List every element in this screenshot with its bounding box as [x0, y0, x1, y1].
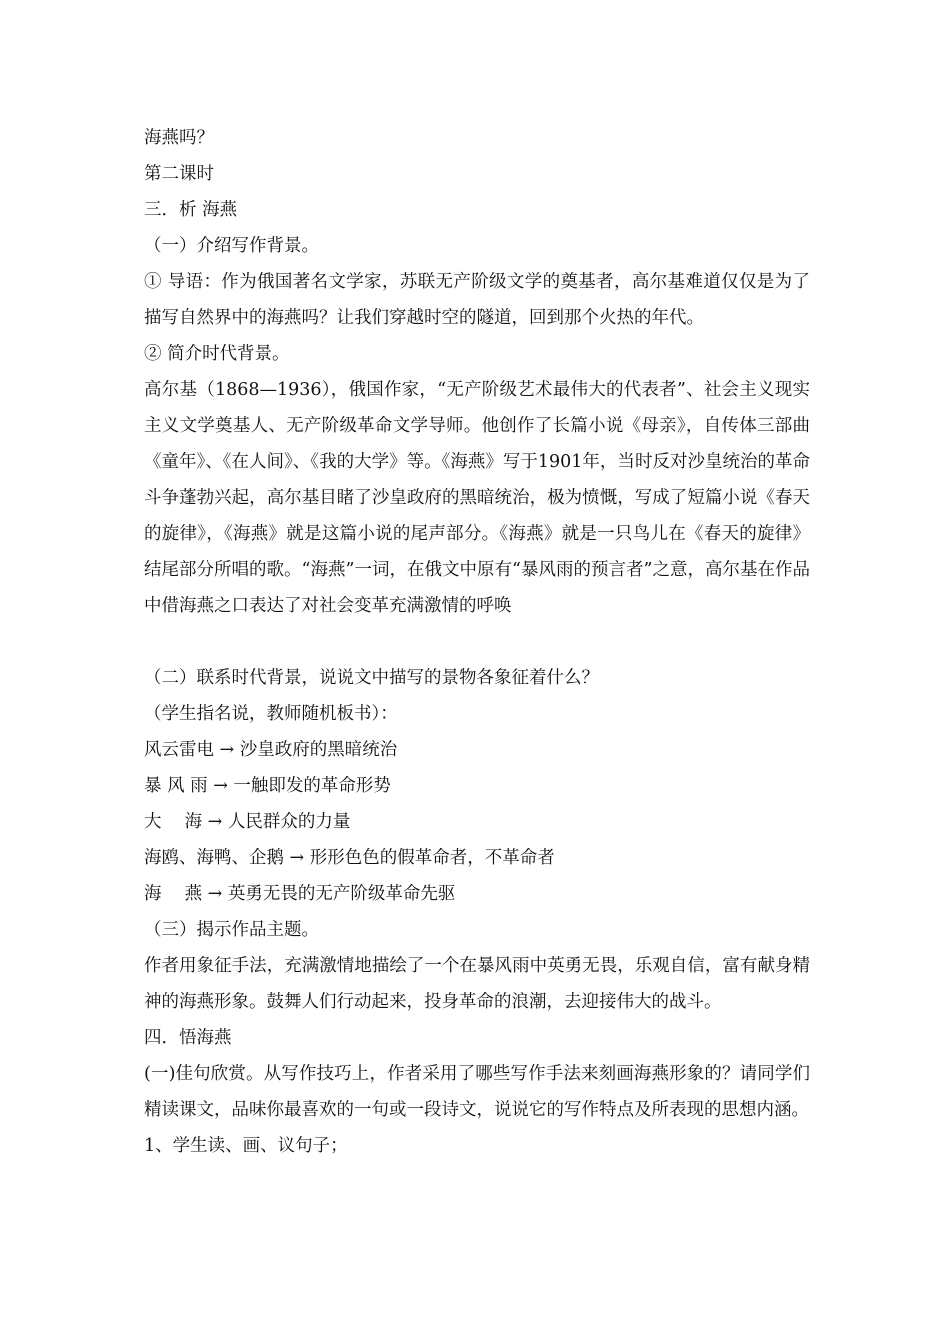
symbol-row: 风云雷电 → 沙皇政府的黑暗统治: [144, 740, 398, 760]
subsection-heading: （一）介绍写作背景。: [144, 236, 319, 256]
text-line: 海燕吗？: [144, 128, 214, 148]
subsection-heading: ② 简介时代背景。: [144, 344, 290, 364]
symbol-row: 海 燕 → 英勇无畏的无产阶级革命先驱: [144, 884, 456, 904]
appreciation-paragraph: (一)佳句欣赏。从写作技巧上，作者采用了哪些写作手法来刻画海燕形象的？请同学们精读课文，品味你最喜欢的一句或一段诗文，说说它的写作特点及所表现的思想内涵。: [144, 1064, 810, 1120]
intro-paragraph: ① 导语：作为俄国著名文学家，苏联无产阶级文学的奠基者，高尔基难道仅仅是为了描写自然界中的海燕吗？让我们穿越时空的隧道，回到那个火热的年代。: [144, 272, 810, 328]
text-line: 1、学生读、画、议句子；: [144, 1136, 348, 1156]
section-heading: 四．悟海燕: [144, 1028, 232, 1048]
lesson-heading: 第二课时: [144, 164, 214, 184]
background-paragraph: 高尔基（1868—1936），俄国作家，“无产阶级艺术最伟大的代表者”、社会主义现实主义文学奠基人、无产阶级革命文学导师。他创作了长篇小说《母亲》，自传体三部曲《童年》、《在人间》、《我的大学》等。《海燕》写于1901年，当时反对沙皇统治的革命斗争蓬勃兴起，高尔基目睹了沙皇政府的黑暗统治，极为愤慨，写成了短篇小说《春天的旋律》，《海燕》就是这篇小说的尾声部分。《海燕》就是一只鸟儿在《春天的旋律》结尾部分所唱的歌。“海燕”一词，在俄文中原有“暴风雨的预言者”之意，高尔基在作品中借海燕之口表达了对社会变革充满激情的呼唤: [144, 380, 810, 616]
symbol-row: 暴 风 雨 → 一触即发的革命形势: [144, 776, 391, 796]
symbol-row: 海鸥、海鸭、企鹅 → 形形色色的假革命者，不革命者: [144, 848, 555, 868]
symbol-row: 大 海 → 人民群众的力量: [144, 812, 351, 832]
text-line: （学生指名说，教师随机板书）：: [144, 704, 398, 724]
blank-line: [144, 624, 810, 660]
section-heading: 三．析 海燕: [144, 200, 238, 220]
subsection-heading: （二）联系时代背景，说说文中描写的景物各象征着什么？: [144, 668, 599, 688]
document-body: [144, 120, 810, 1164]
subsection-heading: （三）揭示作品主题。: [144, 920, 319, 940]
theme-paragraph: 作者用象征手法，充满激情地描绘了一个在暴风雨中英勇无畏，乐观自信，富有献身精神的海燕形象。鼓舞人们行动起来，投身革命的浪潮，去迎接伟大的战斗。: [144, 956, 810, 1012]
